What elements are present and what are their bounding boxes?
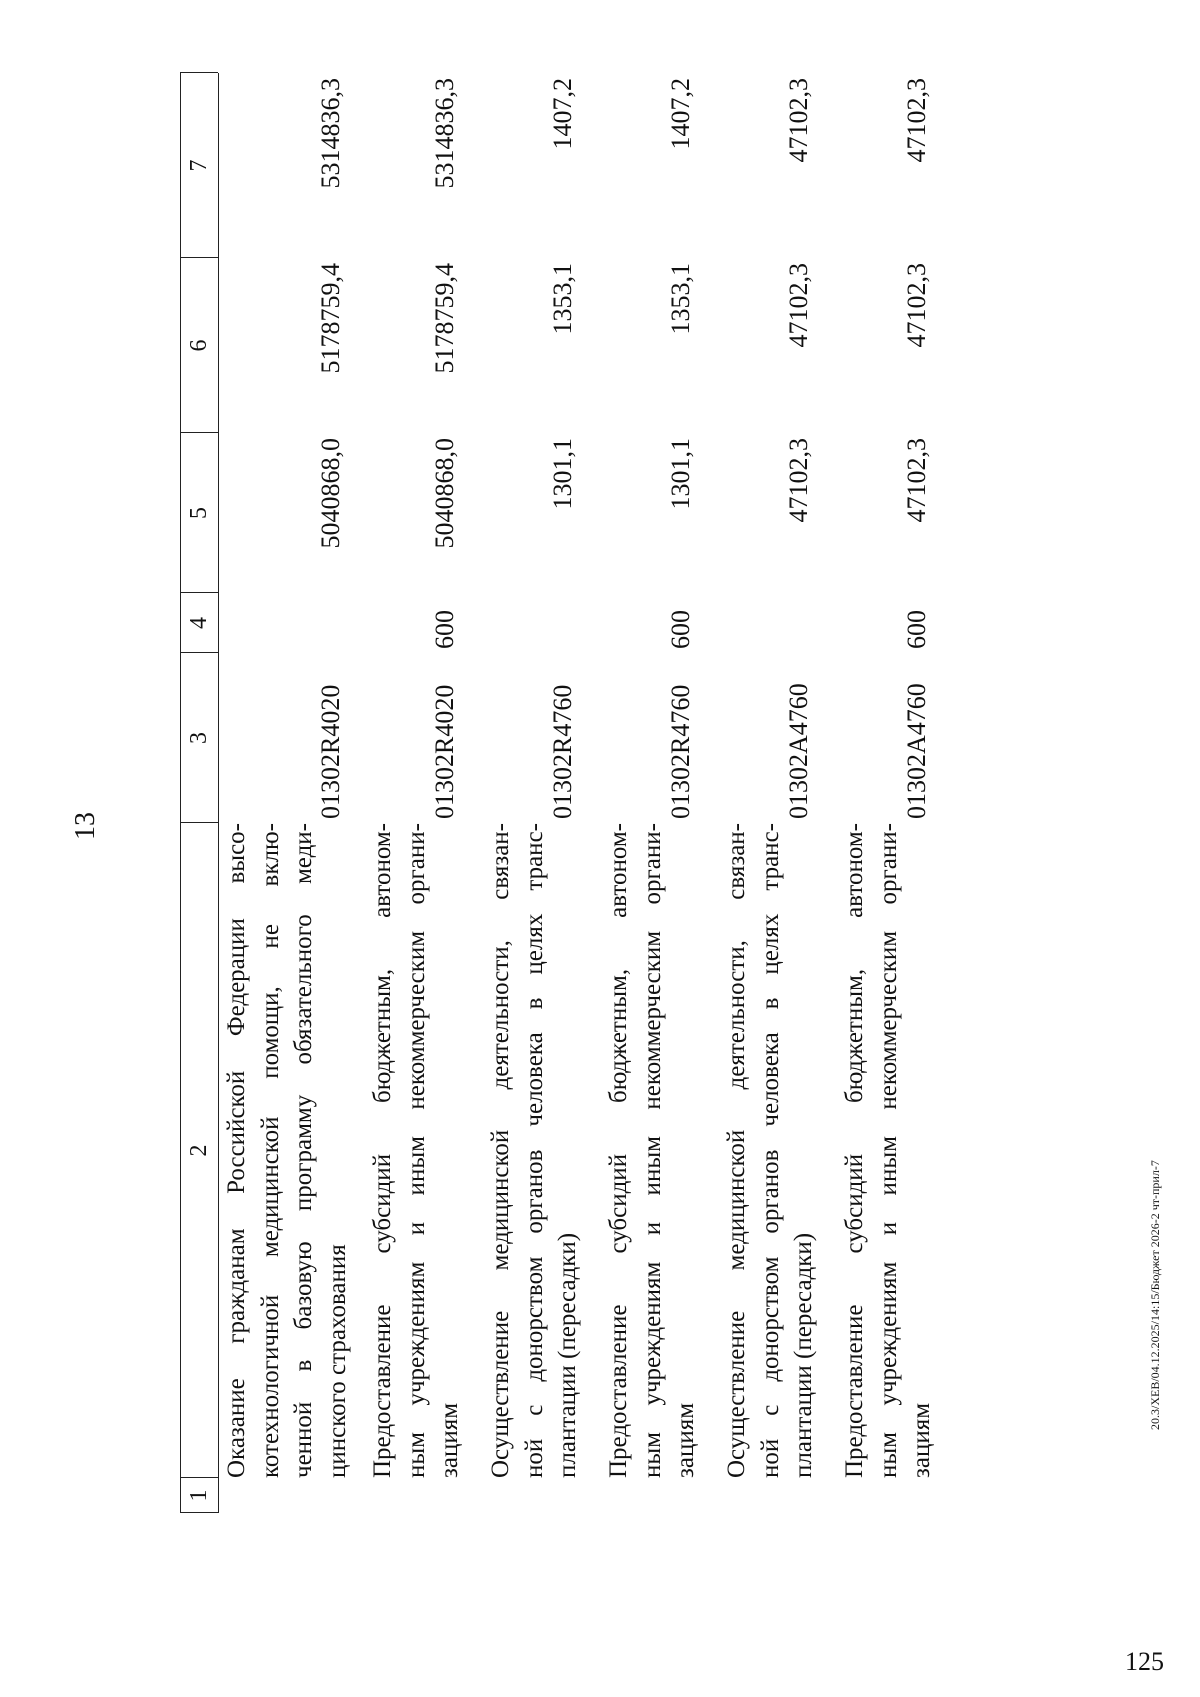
table-header-bottom-border <box>218 73 219 1513</box>
value-2028: 5314836,3 <box>316 78 345 189</box>
table-row-description <box>838 823 939 1478</box>
value-2026: 5040868,0 <box>316 438 345 549</box>
table-row-description <box>602 823 703 1478</box>
header-col-4: 4 <box>186 617 212 629</box>
expense-type: 600 <box>430 610 459 649</box>
table-row-description <box>484 823 585 1478</box>
value-2026: 5040868,0 <box>430 438 459 549</box>
value-2026: 47102,3 <box>902 438 931 523</box>
expense-type: 600 <box>666 610 695 649</box>
table-row-description <box>366 823 467 1478</box>
value-2028: 47102,3 <box>784 78 813 163</box>
description-line: зациям <box>672 1402 700 1478</box>
target-code: 01302R4760 <box>666 684 695 819</box>
description-line: Осуществление медицинской деятельности, связан- <box>487 823 514 1478</box>
rotated-budget-table <box>180 73 1120 1513</box>
description-line: плантации (пересадки) <box>554 1232 582 1478</box>
value-2028: 5314836,3 <box>430 78 459 189</box>
description-line: Предоставление субсидий бюджетным, автоном- <box>841 823 868 1478</box>
header-col-5: 5 <box>186 507 212 519</box>
stamp-text: 20.3/ХЕВ/04.12.2025/14:15/Бюджет 2026-2 чт-прил-7 <box>1148 1160 1162 1430</box>
value-2028: 1407,2 <box>666 78 695 150</box>
header-col-6: 6 <box>186 339 212 352</box>
description-line: котехнологичной медицинской помощи, не вклю- <box>256 823 284 1478</box>
value-2026: 1301,1 <box>666 438 695 510</box>
description-line: ным учреждениям и иным некоммерческим органи- <box>402 823 430 1478</box>
table-top-border <box>180 73 181 1513</box>
description-line: ным учреждениям и иным некоммерческим органи- <box>874 823 902 1478</box>
target-code: 01302R4760 <box>548 684 577 819</box>
value-2027: 1353,1 <box>548 263 577 335</box>
table-row-description <box>220 823 354 1478</box>
target-code: 01302А4760 <box>902 683 931 819</box>
value-2027: 47102,3 <box>784 263 813 348</box>
description-line: зациям <box>436 1402 464 1478</box>
description-line: ной с донорством органов человека в целях транс- <box>756 823 784 1478</box>
value-2027: 5178759,4 <box>316 263 345 374</box>
description-line: ченной в базовую программу обязательного меди- <box>290 823 318 1478</box>
value-2028: 47102,3 <box>902 78 931 163</box>
description-line: зациям <box>908 1402 936 1478</box>
value-2026: 47102,3 <box>784 438 813 523</box>
description-line: цинского страхования <box>323 1244 351 1478</box>
description-line: Оказание гражданам Российской Федерации высо- <box>223 823 250 1478</box>
header-col-1: 1 <box>186 1489 212 1502</box>
value-2027: 5178759,4 <box>430 263 459 374</box>
description-line: ным учреждениям и иным некоммерческим органи- <box>638 823 666 1478</box>
value-2027: 47102,3 <box>902 263 931 348</box>
target-code: 01302R4020 <box>316 684 345 819</box>
header-col-2: 2 <box>186 1144 212 1157</box>
value-2027: 1353,1 <box>666 263 695 335</box>
header-col-7: 7 <box>186 159 212 172</box>
footer-page-number: 125 <box>1125 1647 1164 1676</box>
description-line: Предоставление субсидий бюджетным, автоном- <box>605 823 632 1478</box>
value-2028: 1407,2 <box>548 78 577 150</box>
target-code: 01302А4760 <box>784 683 813 819</box>
description-line: ной с донорством органов человека в целях транс- <box>520 823 548 1478</box>
table-row-description <box>720 823 821 1478</box>
value-2026: 1301,1 <box>548 438 577 510</box>
description-line: Осуществление медицинской деятельности, связан- <box>723 823 750 1478</box>
description-line: Предоставление субсидий бюджетным, автоном- <box>369 823 396 1478</box>
target-code: 01302R4020 <box>430 684 459 819</box>
expense-type: 600 <box>902 610 931 649</box>
header-col-3: 3 <box>186 732 212 744</box>
description-line: плантации (пересадки) <box>790 1232 818 1478</box>
page-number: 13 <box>70 812 101 840</box>
